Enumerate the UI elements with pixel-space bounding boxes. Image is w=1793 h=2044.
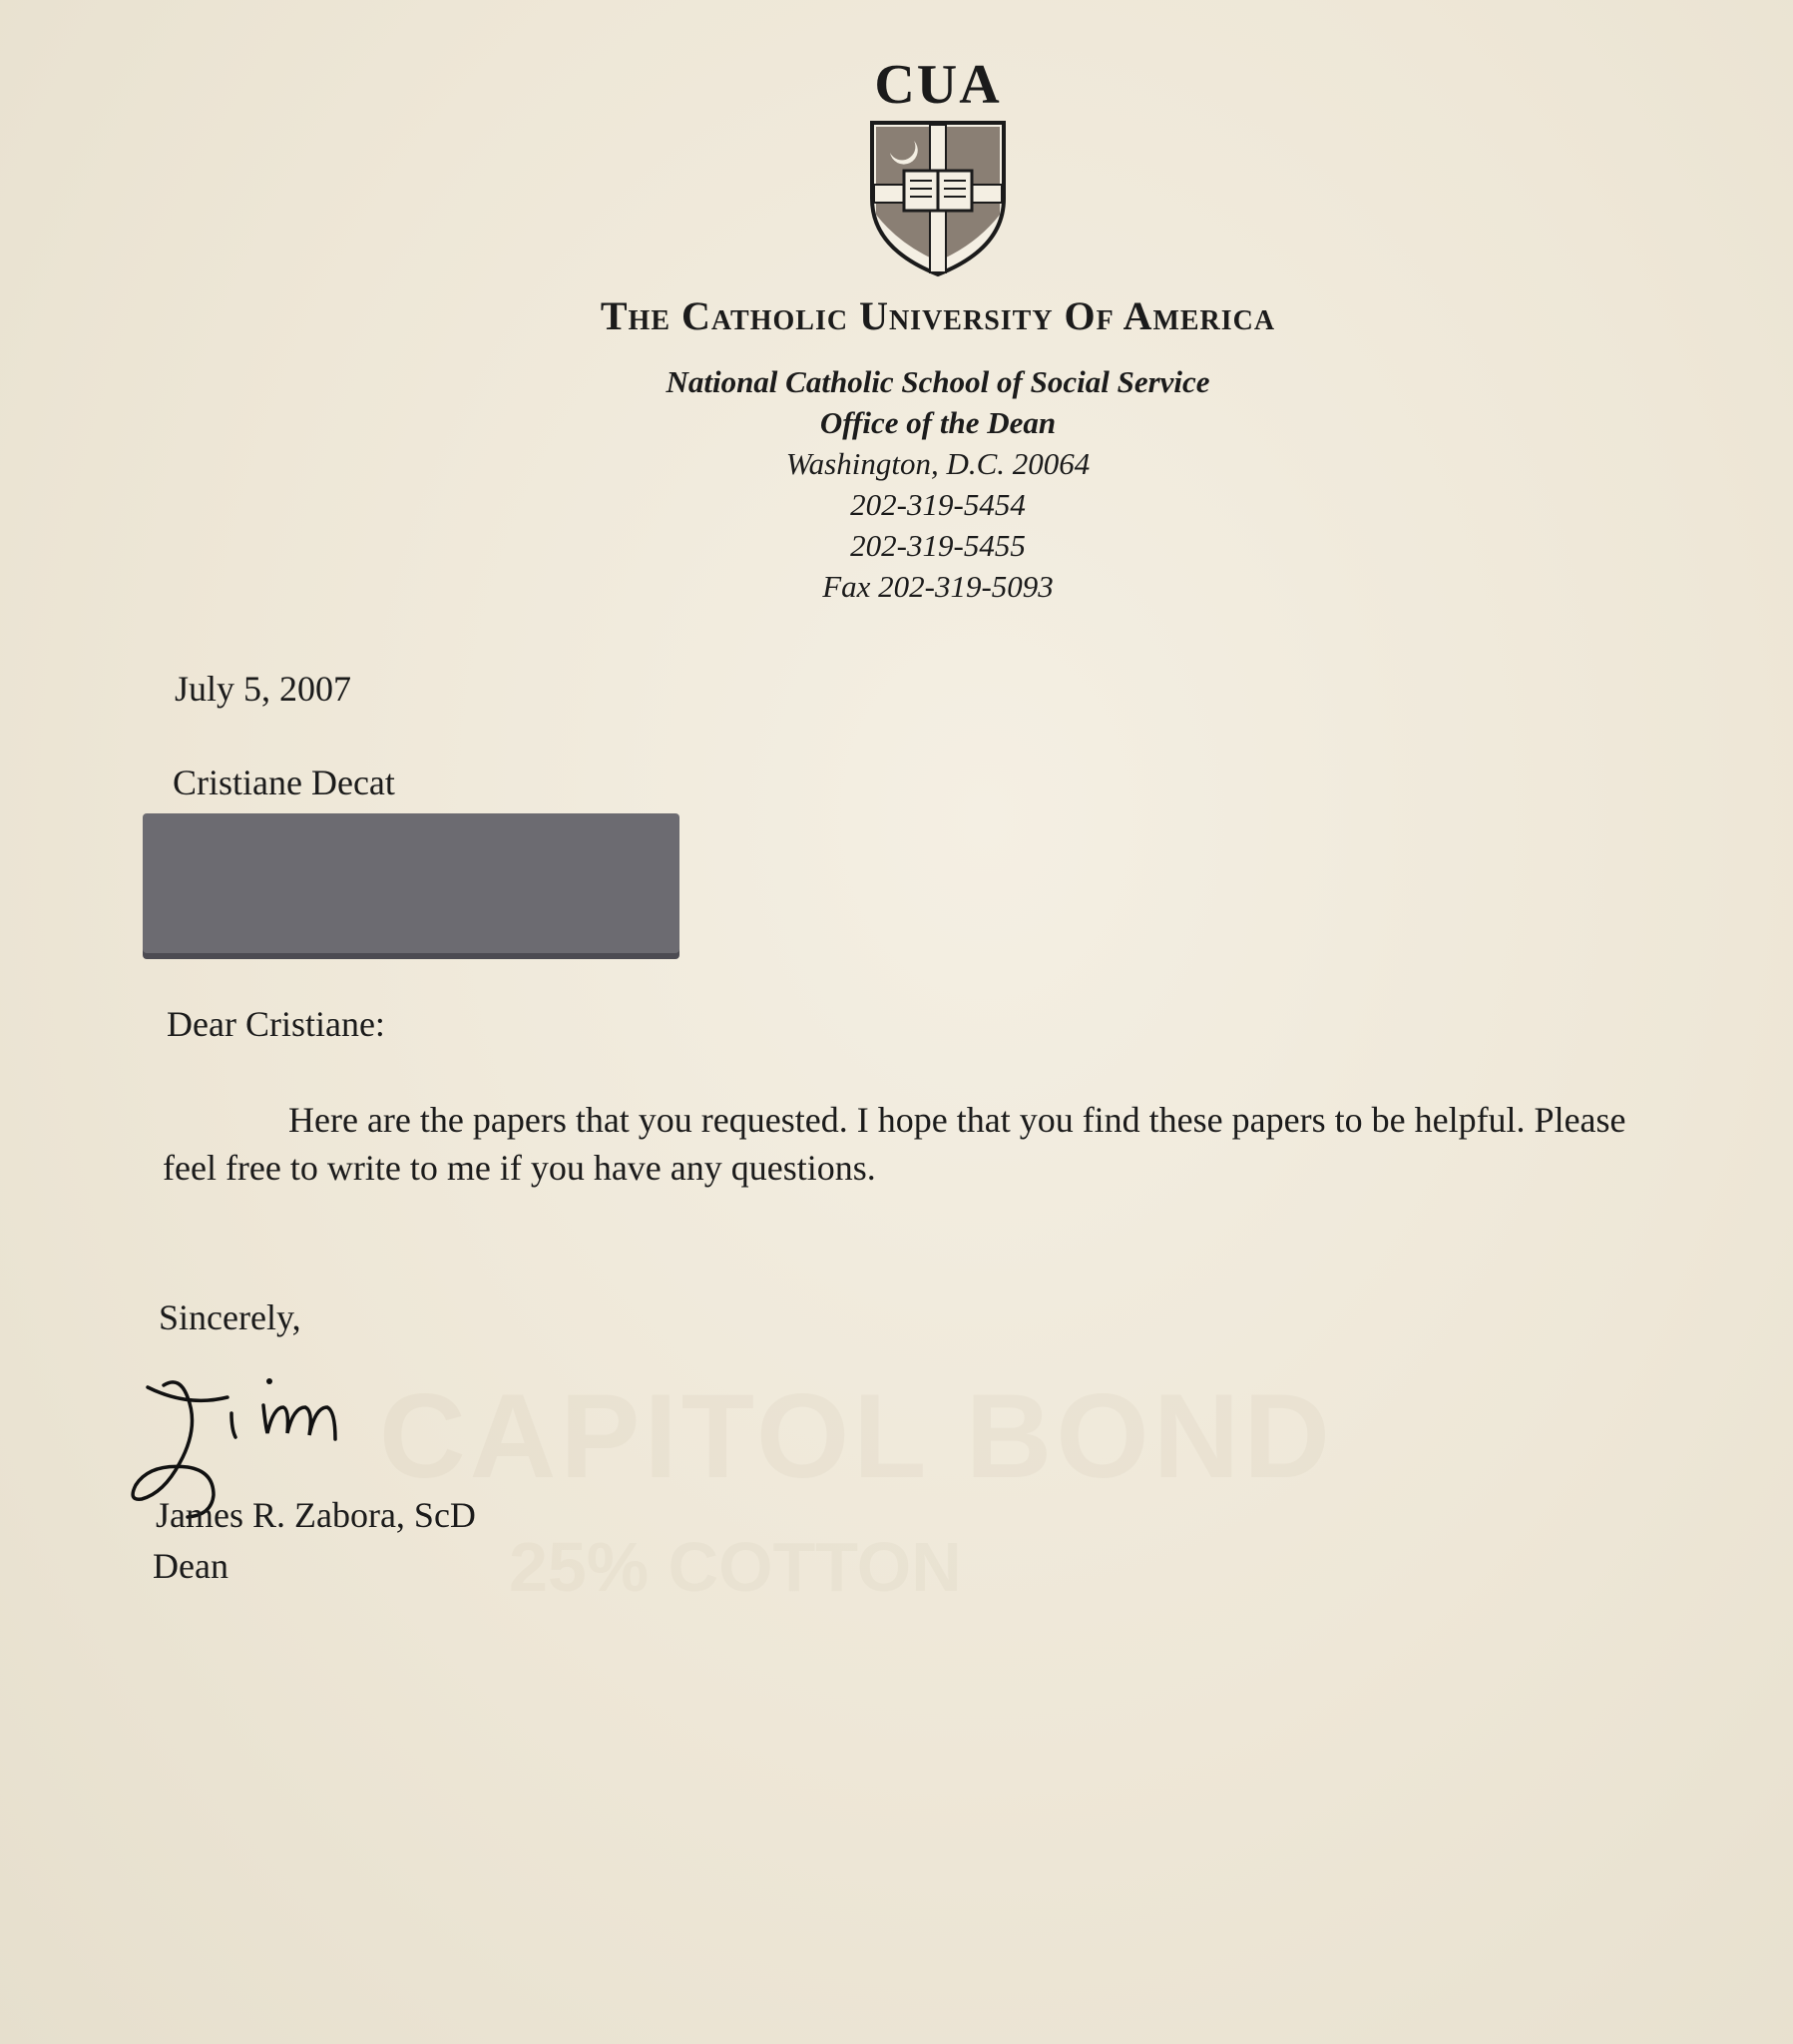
- salutation: Dear Cristiane:: [167, 1004, 385, 1044]
- closing: Sincerely,: [159, 1297, 301, 1337]
- paper-watermark: CAPITOL BOND: [379, 1369, 1334, 1503]
- office-fax: Fax 202-319-5093: [822, 569, 1054, 604]
- signer-title: Dean: [153, 1546, 228, 1586]
- redacted-address: [143, 813, 679, 953]
- university-name: The Catholic University Of America: [600, 293, 1276, 338]
- letter-paragraph: Here are the papers that you requested. I hope that you find these papers to be helpful. Please feel free to write to me if you have any questions.: [163, 1100, 1626, 1188]
- signer-name: James R. Zabora, ScD: [156, 1495, 476, 1535]
- office-name: Office of the Dean: [819, 405, 1057, 440]
- office-phone-1: 202-319-5454: [850, 487, 1026, 522]
- paper-watermark-cotton: 25% COTTON: [509, 1528, 962, 1606]
- office-phone-2: 202-319-5455: [850, 528, 1026, 563]
- letter-date: July 5, 2007: [175, 669, 352, 709]
- school-name: National Catholic School of Social Service: [666, 364, 1210, 399]
- university-shield-icon: [868, 119, 1008, 278]
- office-address: Washington, D.C. 20064: [785, 446, 1091, 481]
- office-address-block: [0, 361, 1793, 607]
- recipient-name: Cristiane Decat: [173, 763, 395, 802]
- letter-body: [163, 1096, 1659, 1192]
- letterhead: [0, 55, 1793, 607]
- cua-wordmark: CUA: [874, 54, 1002, 116]
